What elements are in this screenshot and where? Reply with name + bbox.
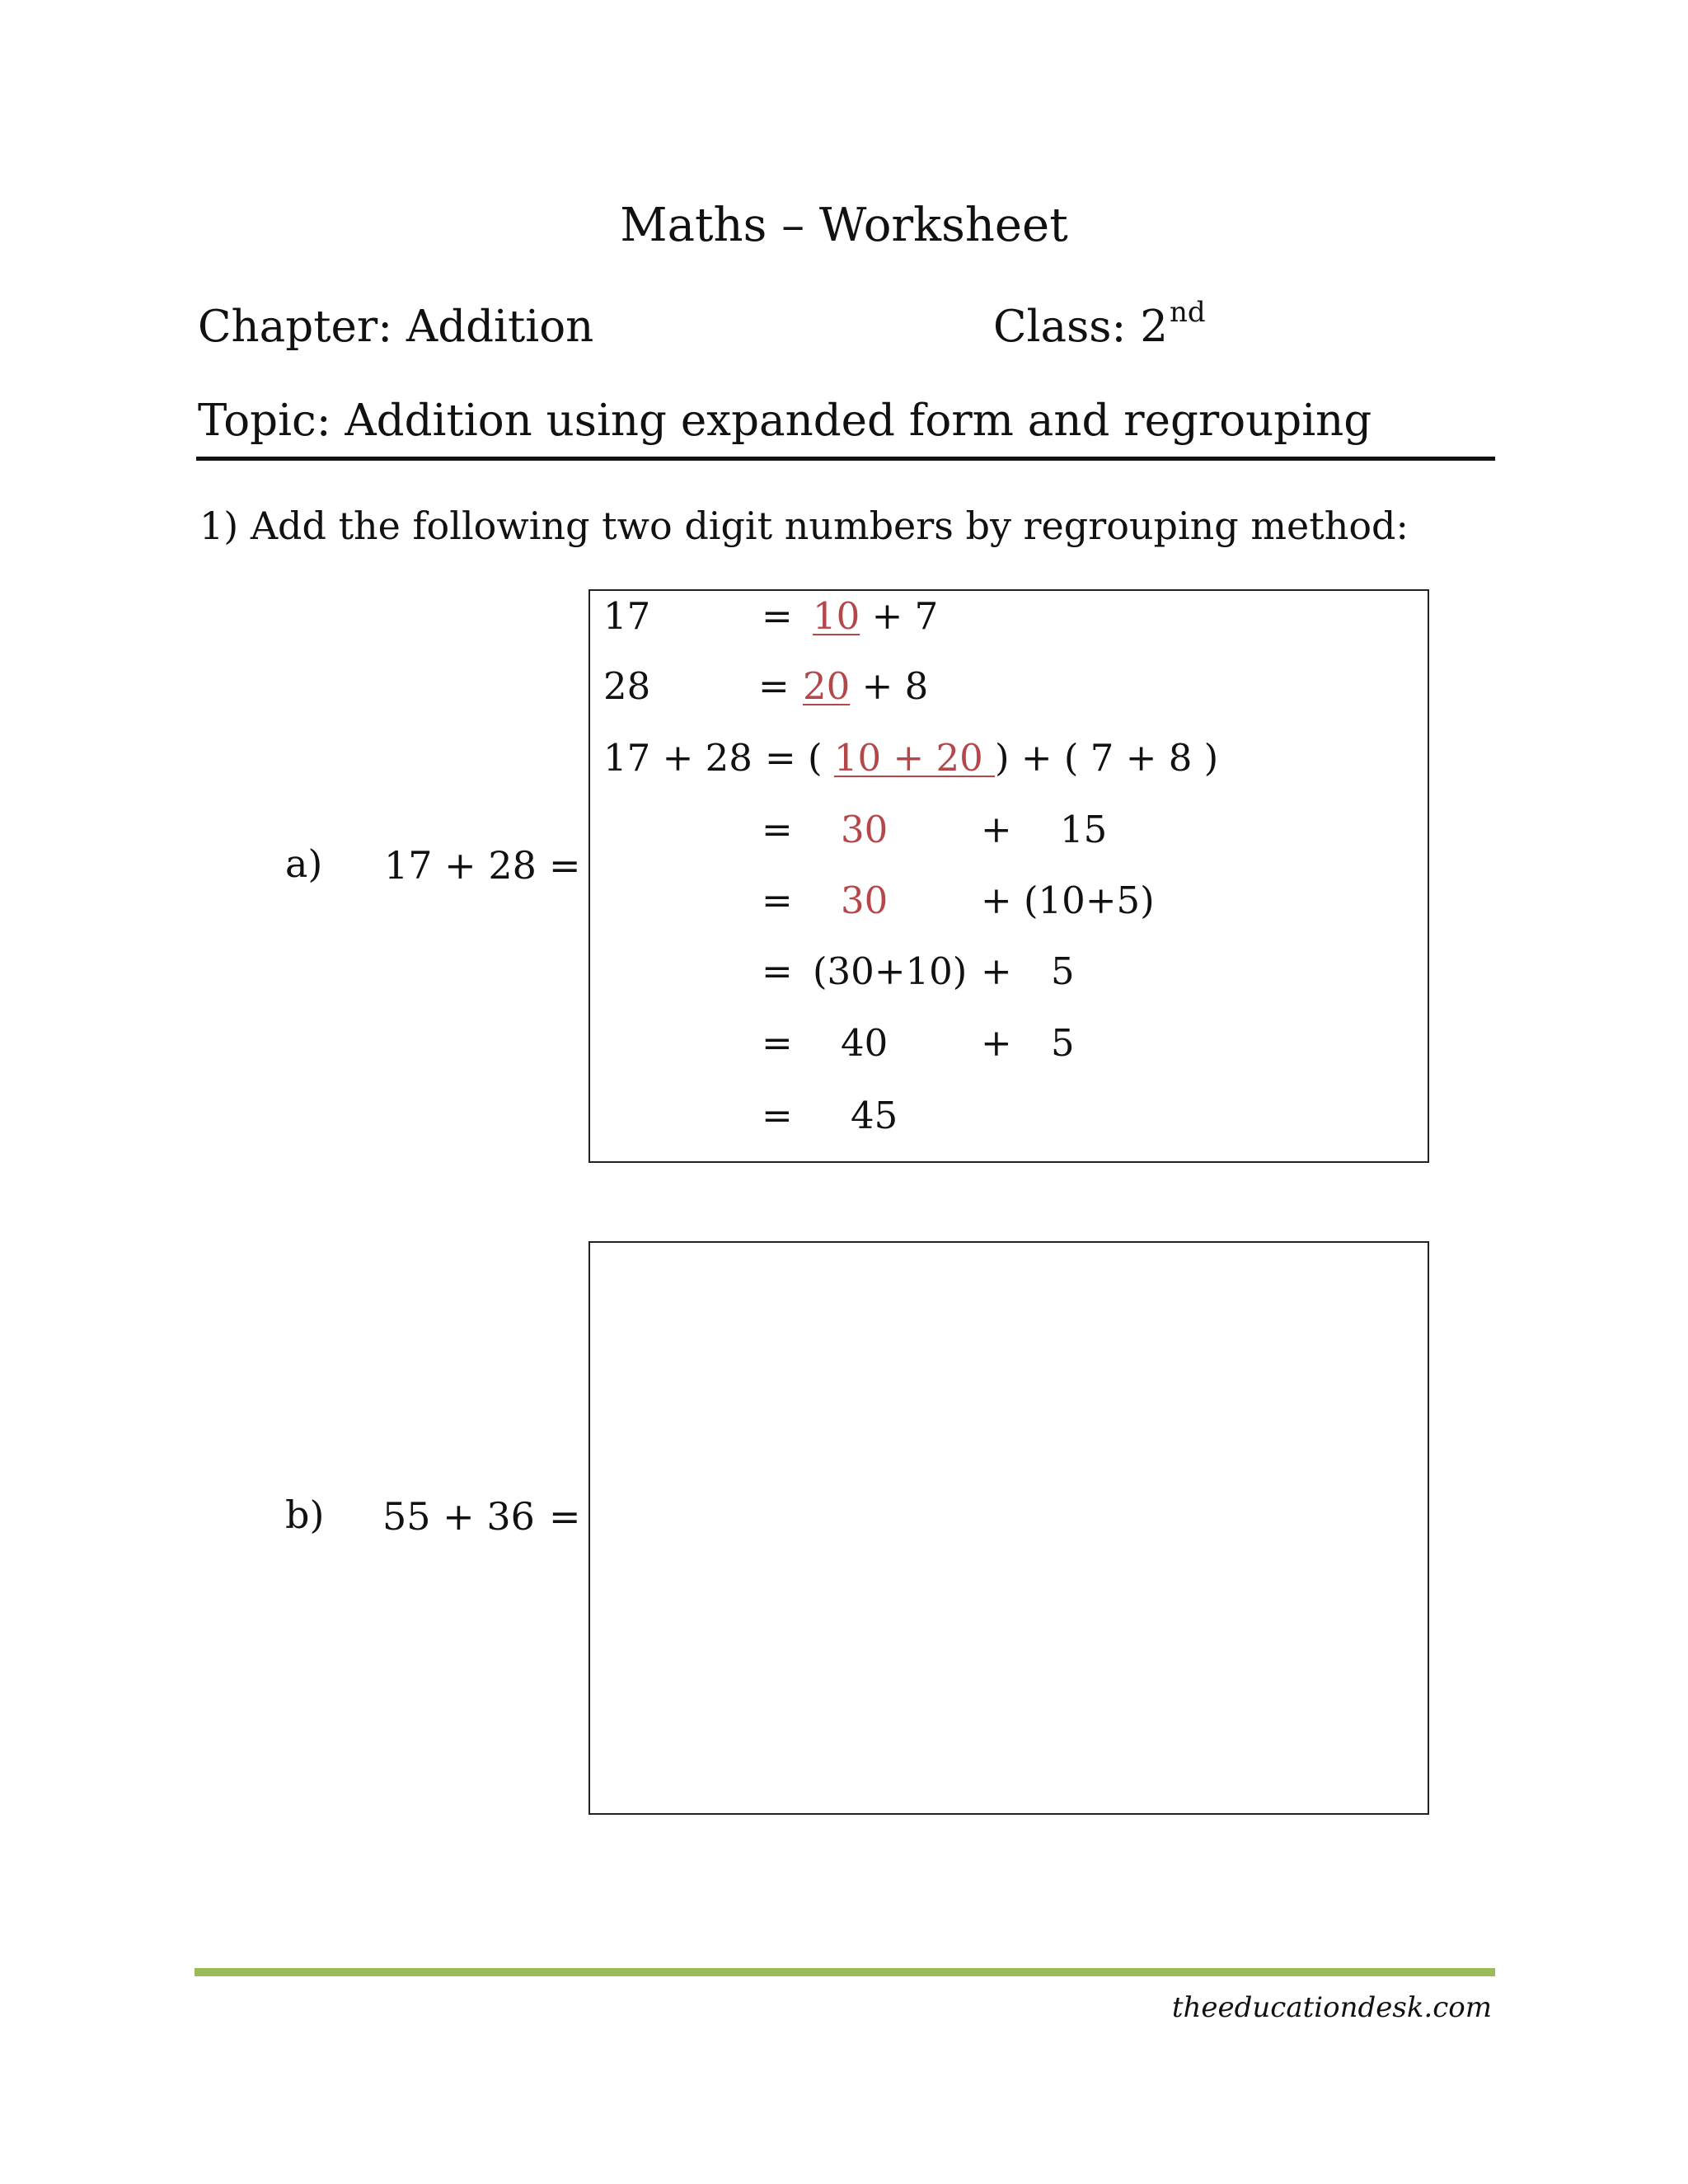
sol-line6-plus: + bbox=[981, 949, 1012, 993]
sol-line8-equals: = bbox=[762, 1094, 793, 1137]
item-a-expression: 17 + 28 bbox=[384, 843, 537, 888]
sol-line3-ones: ) + ( 7 + 8 ) bbox=[995, 736, 1219, 780]
sol-line3-tens: 10 + 20 bbox=[833, 736, 996, 780]
footer-site: theeducationdesk.com bbox=[1171, 1991, 1492, 2024]
sol-line3-expression: 17 + 28 bbox=[603, 736, 753, 780]
sol-line2-expansion bbox=[803, 664, 929, 708]
sol-line3-expansion bbox=[765, 736, 1219, 780]
item-a-equals: = bbox=[549, 843, 581, 888]
sol-line6-equals: = bbox=[762, 949, 793, 993]
item-b-equals: = bbox=[549, 1494, 581, 1539]
sol-line2-ones: + 8 bbox=[861, 664, 929, 708]
sol-line5-tens: 30 bbox=[841, 879, 889, 922]
sol-line5-equals: = bbox=[762, 879, 793, 922]
item-a-answer-box bbox=[588, 589, 1429, 1163]
sol-line7-plus: + bbox=[981, 1021, 1012, 1065]
item-b-expression: 55 + 36 bbox=[382, 1494, 535, 1539]
sol-line8-result: 45 bbox=[851, 1094, 898, 1137]
sol-line7-tens: 40 bbox=[841, 1021, 889, 1065]
sol-line7-equals: = bbox=[762, 1021, 793, 1065]
sol-line1-tens: 10 bbox=[813, 594, 860, 638]
sol-line5-plus: + bbox=[981, 879, 1012, 922]
chapter-label: Chapter: Addition bbox=[198, 302, 594, 352]
sol-line2-number: 28 bbox=[603, 664, 651, 708]
sol-line3-open: = ( bbox=[765, 736, 823, 780]
footer-divider bbox=[195, 1968, 1495, 1976]
sol-line5-ones: (10+5) bbox=[1024, 879, 1155, 922]
topic-divider bbox=[196, 457, 1495, 461]
class-suffix: nd bbox=[1169, 296, 1206, 329]
sol-line4-tens: 30 bbox=[841, 808, 889, 851]
sol-line7-ones: 5 bbox=[1051, 1021, 1075, 1065]
sol-line2-tens: 20 bbox=[803, 664, 851, 708]
item-b-label: b) bbox=[285, 1493, 325, 1537]
sol-line1-ones: + 7 bbox=[871, 594, 939, 638]
page-title: Maths – Worksheet bbox=[620, 199, 1068, 252]
topic-label: Topic: Addition using expanded form and regrouping bbox=[198, 396, 1372, 446]
sol-line2-equals: = bbox=[758, 664, 790, 708]
class-label bbox=[993, 296, 1206, 352]
item-a-label: a) bbox=[285, 841, 323, 886]
sol-line4-equals: = bbox=[762, 808, 793, 851]
sol-line1-number: 17 bbox=[603, 594, 651, 638]
sol-line6-ones: 5 bbox=[1051, 949, 1075, 993]
sol-line6-tens: (30+10) bbox=[813, 949, 968, 993]
class-text: Class: 2 bbox=[993, 302, 1168, 352]
question-text: 1) Add the following two digit numbers by regrouping method: bbox=[199, 504, 1409, 548]
sol-line4-plus: + bbox=[981, 808, 1012, 851]
item-b-answer-box[interactable] bbox=[588, 1241, 1429, 1815]
sol-line1-expansion bbox=[813, 594, 939, 638]
sol-line4-ones: 15 bbox=[1060, 808, 1108, 851]
sol-line1-equals: = bbox=[762, 594, 793, 638]
